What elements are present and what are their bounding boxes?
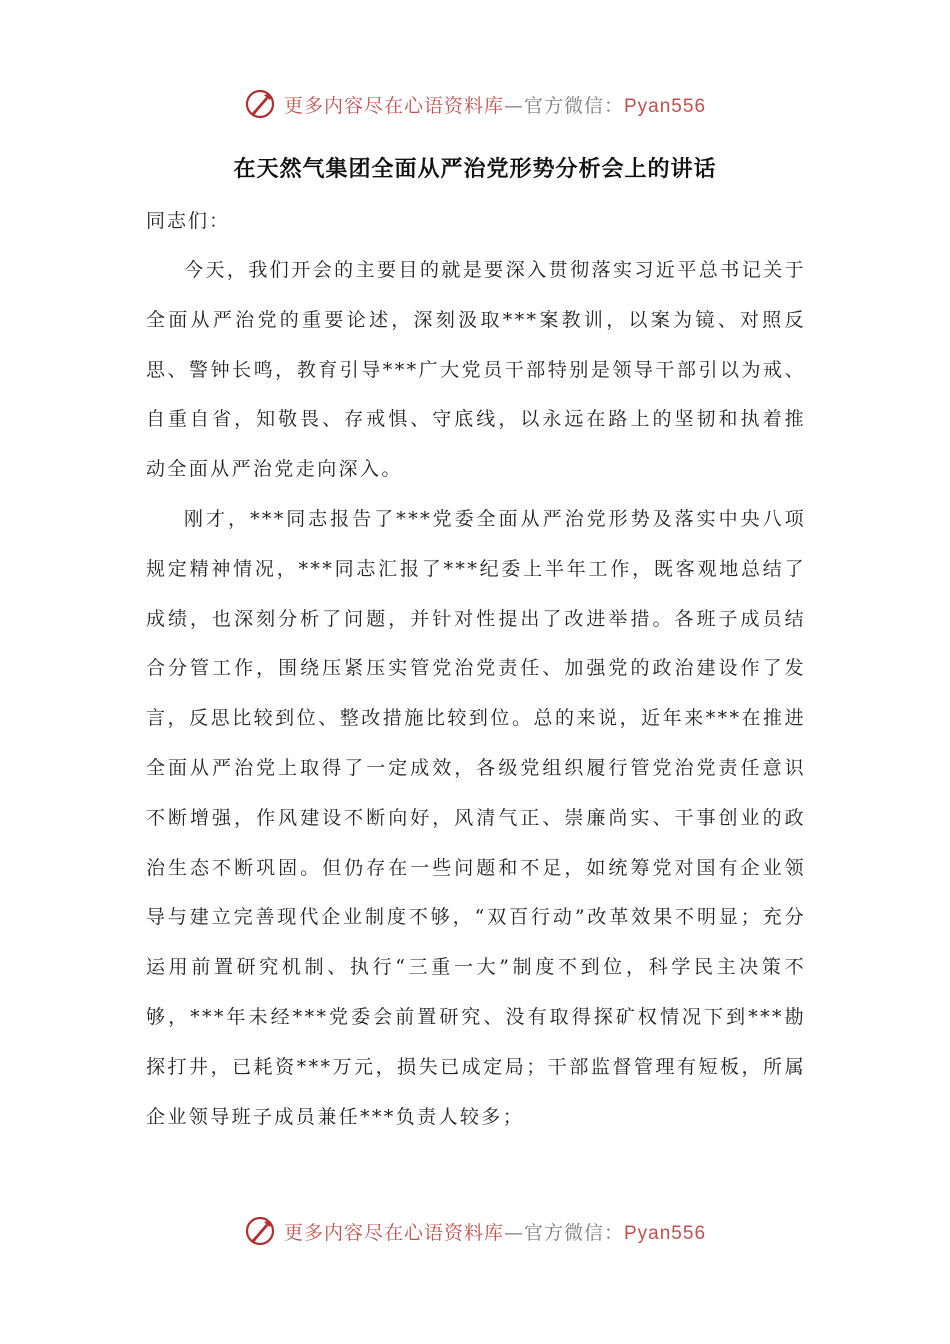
- watermark-footer: [0, 1211, 950, 1251]
- quill-pen-icon: [244, 88, 276, 120]
- watermark-wechat-id: Pyan556: [624, 95, 707, 117]
- watermark-header: [0, 84, 950, 124]
- watermark-brand: 更多内容尽在心语资料库: [283, 1221, 504, 1244]
- paragraph: 刚才，***同志报告了***党委全面从严治党形势及落实中央八项规定精神情况，***同志汇报了***纪委上半年工作，既客观地总结了成绩，也深刻分析了问题，并针对性提出了改进举措。各班子成员结合分管工作，围绕压紧压实管党治党责任、加强党的政治建设作了发言，反思比较到位、整改措施比较到位。总的来说，近年来***在推进全面从严治党上取得了一定成效，各级党组织履行管党治党责任意识不断增强，作风建设不断向好，风清气正、崇廉尚实、干事创业的政治生态不断巩固。但仍存在一些问题和不足，如统筹党对国有企业领导与建立完善现代企业制度不够，“双百行动”改革效果不明显；充分运用前置研究机制、执行“三重一大”制度不到位，科学民主决策不够，***年未经***党委会前置研究、没有取得探矿权情况下到***勘探打井，已耗资***万元，损失已成定局；干部监督管理有短板，所属企业领导班子成员兼任***负责人较多；: [146, 507, 806, 1128]
- watermark-wechat-id: Pyan556: [624, 1222, 707, 1244]
- watermark-official-label: 官方微信：: [523, 94, 624, 117]
- watermark-separator: —: [503, 1221, 524, 1244]
- watermark-separator: —: [503, 94, 524, 117]
- watermark-text: [284, 1218, 706, 1245]
- watermark-text: [284, 91, 706, 118]
- watermark-official-label: 官方微信：: [523, 1221, 624, 1244]
- quill-pen-icon: [244, 1215, 276, 1247]
- paragraph: 今天，我们开会的主要目的就是要深入贯彻落实习近平总书记关于全面从严治党的重要论述，深刻汲取***案教训，以案为镜、对照反思、警钟长鸣，教育引导***广大党员干部特别是领导干部引以为戒、自重自省，知敬畏、存戒惧、守底线，以永远在路上的坚韧和执着推动全面从严治党走向深入。: [146, 259, 806, 481]
- salutation: 同志们：: [146, 210, 231, 232]
- document-title: 在天然气集团全面从严治党形势分析会上的讲话: [233, 157, 717, 182]
- document-body: [146, 246, 806, 1142]
- watermark-brand: 更多内容尽在心语资料库: [283, 94, 504, 117]
